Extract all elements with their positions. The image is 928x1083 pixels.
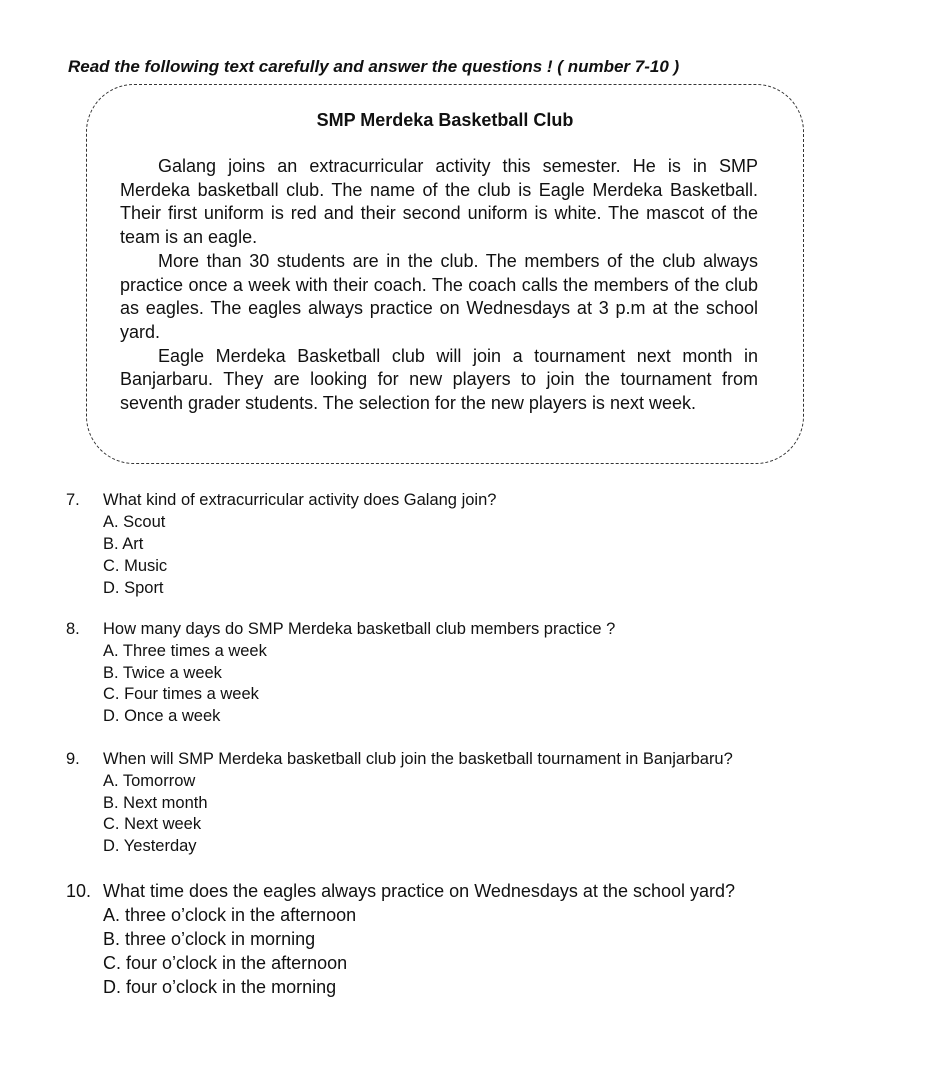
- answer-option-a[interactable]: A. three o’clock in the afternoon: [103, 905, 357, 925]
- question-8: [66, 619, 866, 728]
- passage-paragraph-1: Galang joins an extracurricular activity this semester. He is in SMP Merdeka basketball club. The name of the club is Eagle Merdeka Basketball. Their first uniform is red and their second uniform is white. The mascot of the team is an eagle.: [120, 156, 758, 248]
- answer-option-c[interactable]: C. Music: [103, 557, 168, 575]
- answer-option-b[interactable]: B. Next month: [103, 793, 208, 812]
- question-text: How many days do SMP Merdeka basketball club members practice ?: [103, 620, 616, 638]
- answer-option-a[interactable]: A. Three times a week: [103, 641, 267, 660]
- passage-paragraph-2: More than 30 students are in the club. The members of the club always practice once a week with their coach. The coach calls the members of the club as eagles. The eagles always practice on Wednesdays at 3 p.m at the school yard.: [120, 250, 758, 342]
- instruction-heading: Read the following text carefully and answer the questions ! ( number 7-10 ): [68, 57, 680, 76]
- answer-option-d[interactable]: D. Once a week: [103, 707, 221, 726]
- answer-option-d[interactable]: D. Yesterday: [103, 837, 197, 856]
- question-text: What kind of extracurricular activity does Galang join?: [103, 491, 497, 509]
- answer-option-c[interactable]: C. Four times a week: [103, 685, 259, 704]
- passage-title: SMP Merdeka Basketball Club: [316, 110, 574, 130]
- answer-option-a[interactable]: A. Tomorrow: [103, 771, 196, 790]
- answer-option-b[interactable]: B. three o’clock in morning: [103, 929, 316, 949]
- question-text: When will SMP Merdeka basketball club join the basketball tournament in Banjarbaru?: [103, 750, 733, 768]
- question-7: [66, 489, 866, 599]
- question-number: 9.: [66, 750, 80, 768]
- question-number: 10.: [66, 881, 92, 901]
- answer-option-b[interactable]: B. Art: [103, 535, 144, 553]
- answer-option-b[interactable]: B. Twice a week: [103, 663, 222, 682]
- question-10: [66, 879, 866, 999]
- answer-option-d[interactable]: D. four o’clock in the morning: [103, 977, 337, 997]
- passage-paragraph-3: Eagle Merdeka Basketball club will join a tournament next month in Banjarbaru. They are looking for new players to join the tournament from seventh grader students. The selection for the new players is next week.: [120, 345, 758, 414]
- answer-option-c[interactable]: C. Next week: [103, 815, 202, 834]
- passage-body: [120, 155, 758, 416]
- question-number: 7.: [66, 491, 80, 509]
- answer-option-d[interactable]: D. Sport: [103, 579, 164, 597]
- question-text: What time does the eagles always practice on Wednesdays at the school yard?: [103, 881, 736, 901]
- answer-option-c[interactable]: C. four o’clock in the afternoon: [103, 953, 348, 973]
- question-9: [66, 749, 866, 858]
- question-number: 8.: [66, 620, 80, 638]
- answer-option-a[interactable]: A. Scout: [103, 513, 166, 531]
